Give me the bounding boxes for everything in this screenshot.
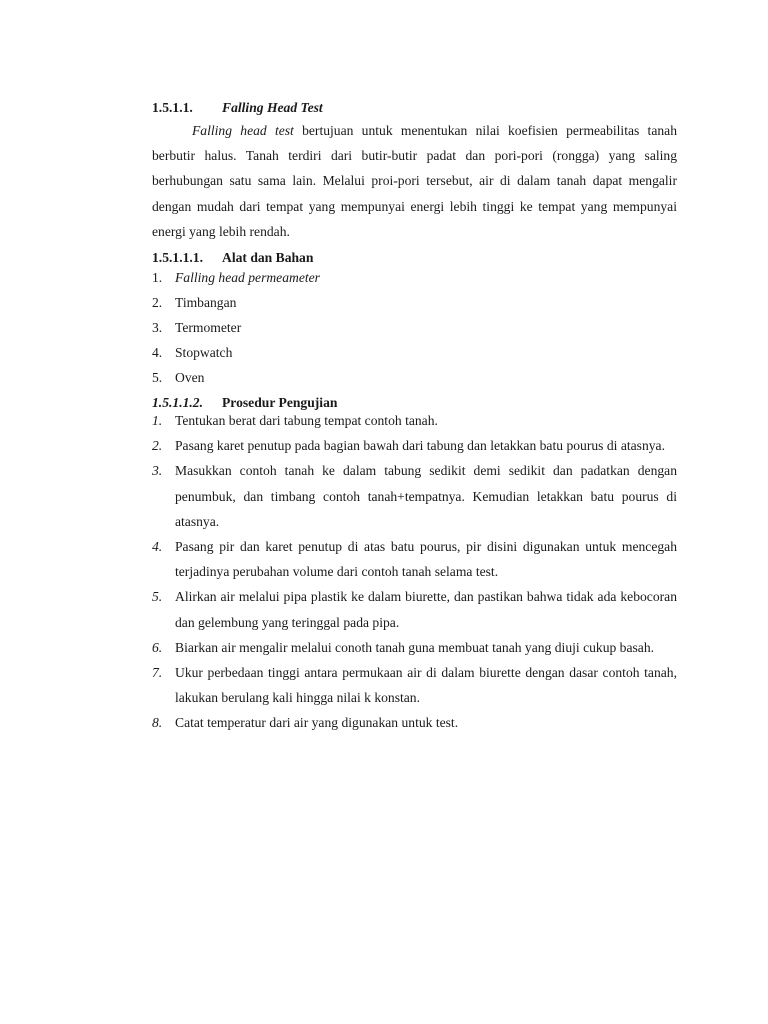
prosedur-title: Prosedur Pengujian (222, 395, 338, 411)
list-item: 2. Timbangan (152, 295, 237, 311)
list-item: 3. Masukkan contoh tanah ke dalam tabung sedikit demi sedikit dan padatkan dengan penumbuk, dan timbang contoh tanah+tempatnya. Kemudian letakkan batu pourus di atasnya. (152, 463, 677, 529)
intro-lead: Falling head test (192, 123, 294, 138)
intro-text: bertujuan untuk menentukan nilai koefisien permeabilitas tanah berbutir halus. Tanah terdiri dari butir-butir padat dan pori-pori (rongga) yang saling berhubungan satu sama lain. Melalui proi-pori tersebut, air di dalam tanah dapat mengalir dengan mudah dari tempat yang mempunyai energi lebih tinggi ke tempat yang mempunyai energi yang lebih rendah. (152, 123, 677, 239)
prosedur-number: 1.5.1.1.2. (152, 395, 203, 411)
list-item: 8. Catat temperatur dari air yang digunakan untuk test. (152, 715, 459, 731)
alat-title: Alat dan Bahan (222, 250, 314, 266)
list-item: 5. Oven (152, 370, 205, 386)
list-item: 3. Termometer (152, 320, 242, 336)
list-item: 7. Ukur perbedaan tinggi antara permukaan air di dalam biurette dengan dasar contoh tanah, lakukan berulang kali hingga nilai k konstan. (152, 665, 677, 706)
document-page (152, 98, 677, 736)
list-item: 5. Alirkan air melalui pipa plastik ke dalam biurette, dan pastikan bahwa tidak ada kebocoran dan gelembung yang teringgal pada pipa. (152, 589, 677, 630)
list-item: 1. Falling head permeameter (152, 270, 320, 286)
list-item: 1. Tentukan berat dari tabung tempat contoh tanah. (152, 413, 438, 429)
list-item: 4. Stopwatch (152, 345, 233, 361)
section-number: 1.5.1.1. (152, 100, 193, 115)
section-title: Falling Head Test (222, 100, 323, 115)
prosedur-list (152, 408, 677, 736)
list-item: 4. Pasang pir dan karet penutup di atas batu pourus, pir disini digunakan untuk mencegah terjadinya perubahan volume dari contoh tanah selama test. (152, 539, 677, 580)
alat-heading (152, 248, 677, 268)
section-heading (152, 98, 677, 118)
alat-list (152, 268, 677, 387)
list-item: 6. Biarkan air mengalir melalui conoth tanah guna membuat tanah yang diuji cukup basah. (152, 639, 655, 655)
list-item: 2. Pasang karet penutup pada bagian bawah dari tabung dan letakkan batu pourus di atasnya. (152, 438, 665, 454)
intro-paragraph (152, 118, 677, 244)
alat-number: 1.5.1.1.1. (152, 250, 203, 266)
